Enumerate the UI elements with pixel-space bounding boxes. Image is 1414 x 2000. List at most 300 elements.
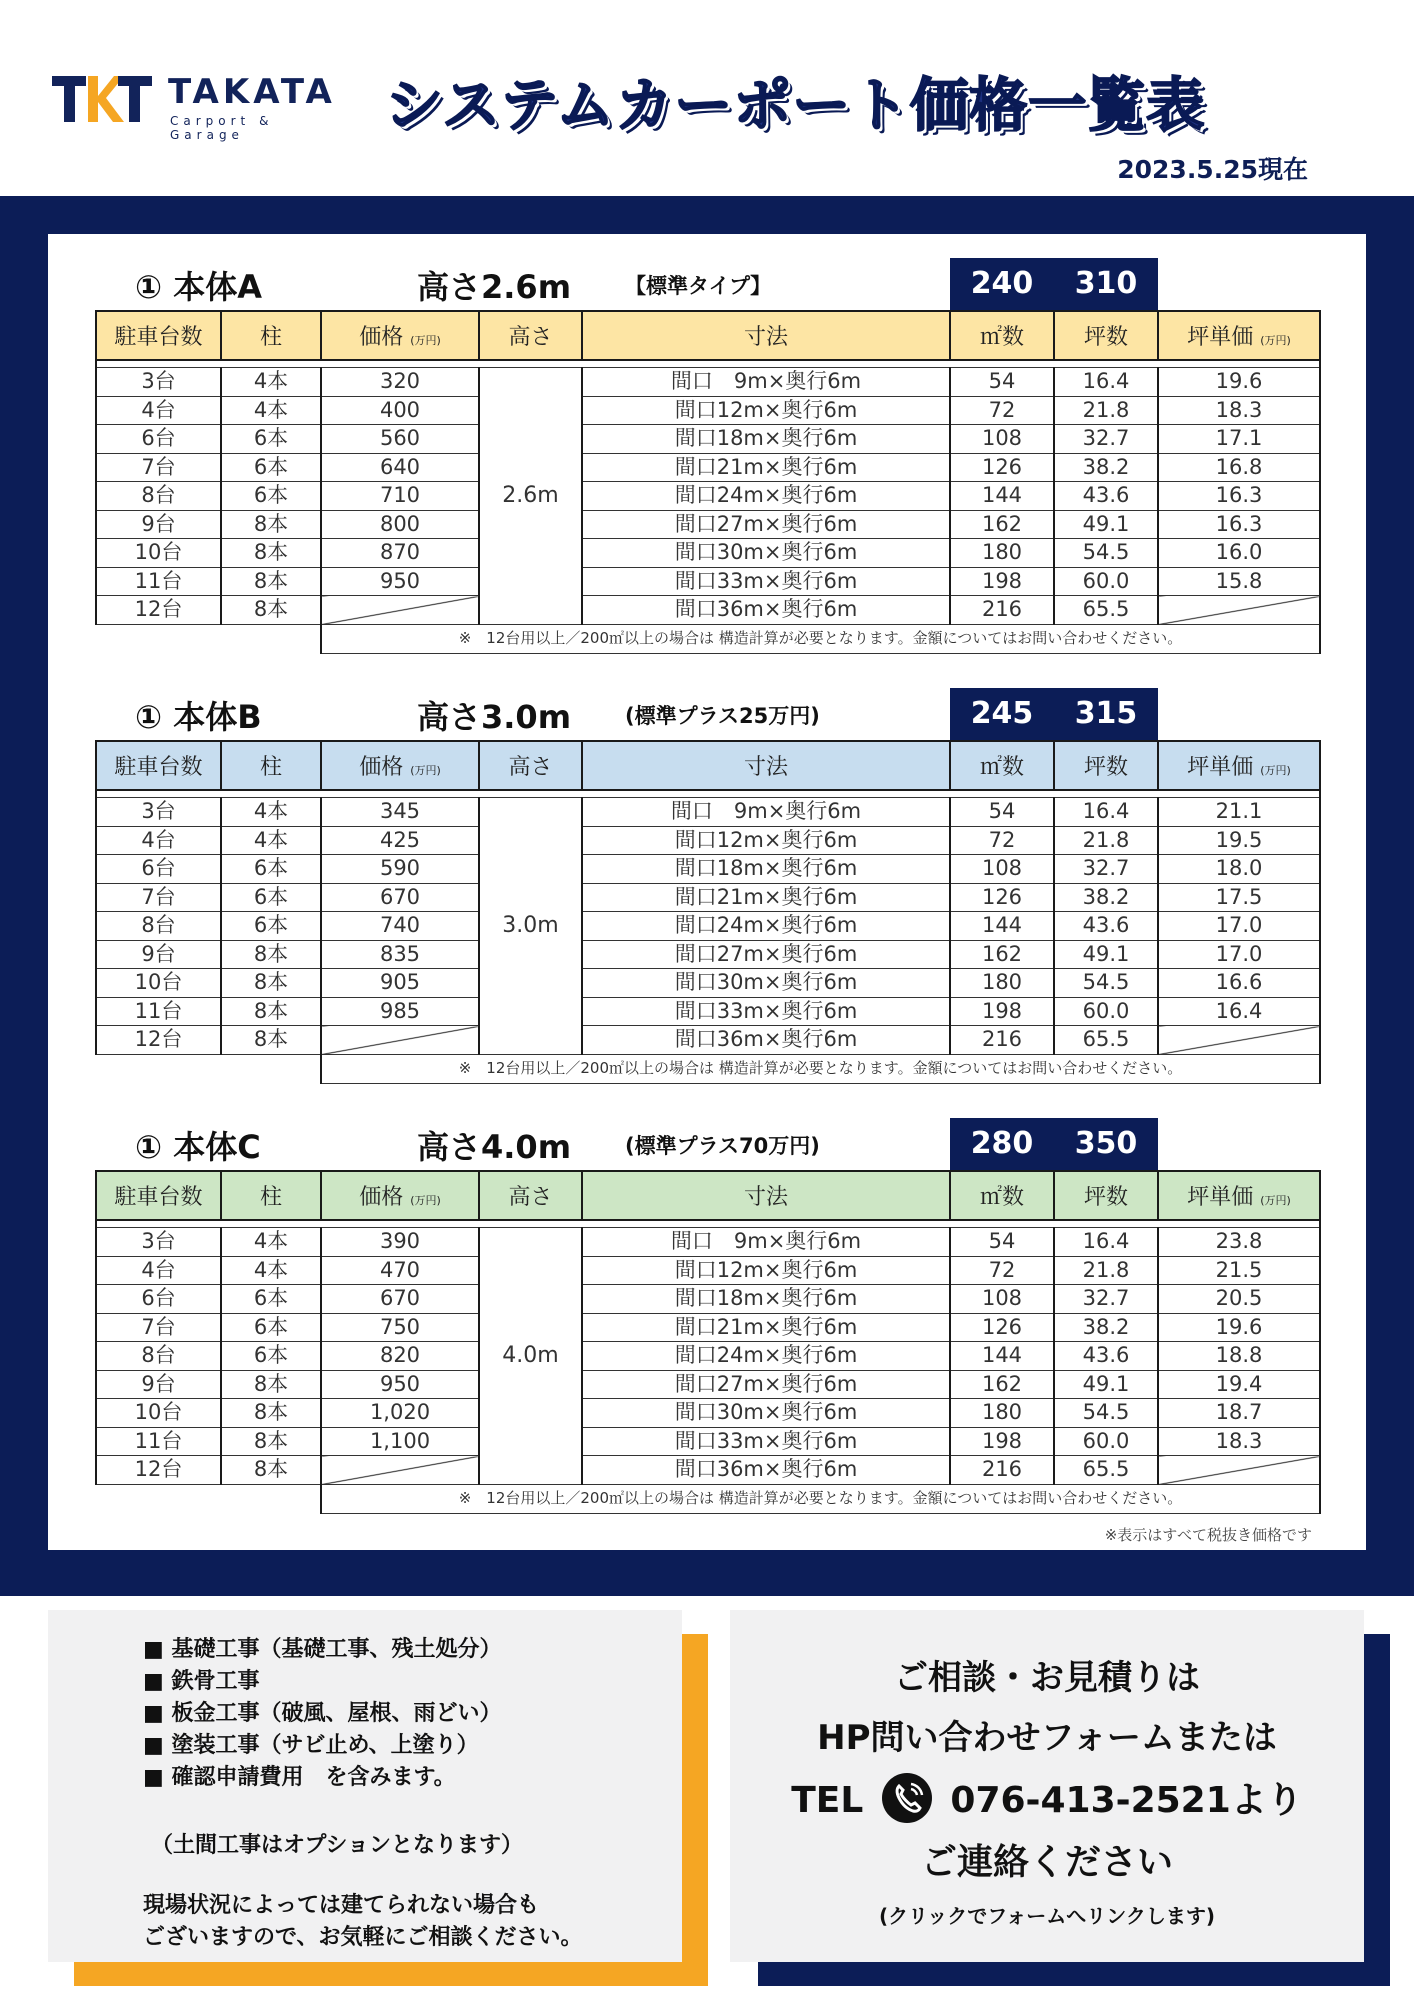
- cell-unit-price: 21.1: [1158, 798, 1320, 827]
- col-height: 高さ: [479, 741, 582, 790]
- table-header-row: [96, 741, 1320, 790]
- cell-sqm: 72: [950, 1256, 1054, 1285]
- table-row: [96, 969, 1320, 998]
- col-sqm: ㎡数: [950, 311, 1054, 360]
- cell-unit-empty: [1158, 1456, 1320, 1485]
- section-header: [95, 688, 1319, 740]
- price-table: [95, 310, 1321, 654]
- cell-price: 750: [321, 1313, 479, 1342]
- site-note: [143, 1890, 583, 1954]
- structure-note: ※ 12台用以上／200㎡以上の場合は 構造計算が必要となります。金額についてはお問い合わせください。: [321, 1054, 1320, 1083]
- cell-pillars: 8本: [221, 596, 321, 625]
- col-tsubo: 坪数: [1054, 311, 1158, 360]
- cell-unit-price: 18.8: [1158, 1342, 1320, 1371]
- cell-sqm: 54: [950, 368, 1054, 397]
- cell-pillars: 4本: [221, 798, 321, 827]
- cell-unit-price: 17.0: [1158, 912, 1320, 941]
- cell-sqm: 126: [950, 453, 1054, 482]
- table-row: [96, 1285, 1320, 1314]
- cell-price-empty: [321, 1026, 479, 1055]
- table-row: [96, 1313, 1320, 1342]
- cell-pillars: 4本: [221, 826, 321, 855]
- tel-number: 076-413-2521より: [950, 1780, 1303, 1821]
- cell-pillars: 8本: [221, 567, 321, 596]
- cell-sqm: 198: [950, 997, 1054, 1026]
- section-box-1: 245: [950, 688, 1054, 740]
- bottom-area: [0, 1596, 1414, 2000]
- cell-unit-price: 18.3: [1158, 1427, 1320, 1456]
- cell-unit-price: 17.0: [1158, 940, 1320, 969]
- cell-sqm: 162: [950, 940, 1054, 969]
- col-spaces: 駐車台数: [96, 1171, 221, 1220]
- included-box: [48, 1610, 682, 1962]
- table-row: [96, 798, 1320, 827]
- cell-unit-price: 19.5: [1158, 826, 1320, 855]
- cell-spaces: 10台: [96, 1399, 221, 1428]
- cell-unit-price: 18.7: [1158, 1399, 1320, 1428]
- table-row: [96, 883, 1320, 912]
- table-row: [96, 997, 1320, 1026]
- cell-pillars: 6本: [221, 453, 321, 482]
- price-section: [95, 688, 1319, 1084]
- cell-dimension: 間口24m×奥行6m: [582, 482, 950, 511]
- cell-tsubo: 32.7: [1054, 855, 1158, 884]
- cell-price: 950: [321, 567, 479, 596]
- table-row: [96, 1427, 1320, 1456]
- cell-dimension: 間口33m×奥行6m: [582, 567, 950, 596]
- cell-dimension: 間口12m×奥行6m: [582, 396, 950, 425]
- contact-line-1: ご相談・お見積りは: [894, 1658, 1200, 1698]
- cell-dimension: 間口 9m×奥行6m: [582, 368, 950, 397]
- cell-dimension: 間口24m×奥行6m: [582, 912, 950, 941]
- cell-price-empty: [321, 596, 479, 625]
- table-gap: [96, 360, 1320, 368]
- cell-spaces: 12台: [96, 1456, 221, 1485]
- structure-note: ※ 12台用以上／200㎡以上の場合は 構造計算が必要となります。金額についてはお問い合わせください。: [321, 624, 1320, 653]
- col-tsubo: 坪数: [1054, 741, 1158, 790]
- page-header: [0, 0, 1414, 196]
- price-section: [95, 258, 1319, 654]
- cell-spaces: 9台: [96, 1370, 221, 1399]
- date-label: 2023.5.25現在: [1117, 155, 1308, 184]
- cell-tsubo: 21.8: [1054, 1256, 1158, 1285]
- table-row: [96, 912, 1320, 941]
- col-unit-price-label: 坪単価: [1187, 755, 1254, 780]
- included-item: ■ 基礎工事（基礎工事、残土処分）: [143, 1637, 502, 1662]
- cell-pillars: 8本: [221, 969, 321, 998]
- col-price-label: 価格: [359, 1185, 404, 1210]
- cell-sqm: 126: [950, 883, 1054, 912]
- table-gap: [96, 1220, 1320, 1228]
- cell-unit-price: 19.6: [1158, 1313, 1320, 1342]
- included-list: [143, 1634, 501, 1794]
- contact-click-hint: (クリックでフォームへリンクします): [878, 1904, 1216, 1928]
- cell-unit-price: 15.8: [1158, 567, 1320, 596]
- cell-tsubo: 16.4: [1054, 1228, 1158, 1257]
- cell-price: 670: [321, 883, 479, 912]
- cell-pillars: 4本: [221, 396, 321, 425]
- cell-pillars: 4本: [221, 368, 321, 397]
- cell-dimension: 間口36m×奥行6m: [582, 596, 950, 625]
- col-price-unit: (万円): [410, 764, 441, 777]
- cell-unit-price: 20.5: [1158, 1285, 1320, 1314]
- cell-sqm: 198: [950, 1427, 1054, 1456]
- cell-dimension: 間口12m×奥行6m: [582, 826, 950, 855]
- note-row: [96, 624, 1320, 653]
- section-box-2: 310: [1054, 258, 1158, 310]
- cell-price: 470: [321, 1256, 479, 1285]
- cell-tsubo: 54.5: [1054, 539, 1158, 568]
- cell-price: 820: [321, 1342, 479, 1371]
- cell-pillars: 6本: [221, 912, 321, 941]
- included-item: ■ 確認申請費用 を含みます。: [143, 1765, 456, 1790]
- cell-unit-price: 19.6: [1158, 368, 1320, 397]
- option-note: （土間工事はオプションとなります）: [151, 1833, 524, 1858]
- cell-spaces: 3台: [96, 1228, 221, 1257]
- cell-pillars: 6本: [221, 855, 321, 884]
- cell-spaces: 4台: [96, 1256, 221, 1285]
- col-unit-price-label: 坪単価: [1187, 325, 1254, 350]
- cell-dimension: 間口27m×奥行6m: [582, 1370, 950, 1399]
- cell-tsubo: 49.1: [1054, 510, 1158, 539]
- section-header: [95, 258, 1319, 310]
- cell-tsubo: 38.2: [1054, 883, 1158, 912]
- cell-tsubo: 60.0: [1054, 567, 1158, 596]
- col-unit-price-unit: (万円): [1260, 334, 1291, 347]
- cell-tsubo: 49.1: [1054, 940, 1158, 969]
- cell-pillars: 8本: [221, 1456, 321, 1485]
- cell-tsubo: 60.0: [1054, 997, 1158, 1026]
- cell-dimension: 間口18m×奥行6m: [582, 1285, 950, 1314]
- cell-unit-price: 23.8: [1158, 1228, 1320, 1257]
- col-sqm: ㎡数: [950, 741, 1054, 790]
- cell-sqm: 54: [950, 1228, 1054, 1257]
- structure-note: ※ 12台用以上／200㎡以上の場合は 構造計算が必要となります。金額についてはお問い合わせください。: [321, 1484, 1320, 1513]
- cell-spaces: 6台: [96, 1285, 221, 1314]
- price-section: [95, 1118, 1319, 1514]
- note-row: [96, 1054, 1320, 1083]
- cell-price: 800: [321, 510, 479, 539]
- cell-spaces: 11台: [96, 567, 221, 596]
- cell-pillars: 4本: [221, 1228, 321, 1257]
- contact-tel[interactable]: [730, 1772, 1364, 1827]
- cell-price: 320: [321, 368, 479, 397]
- cell-sqm: 108: [950, 425, 1054, 454]
- cell-price: 590: [321, 855, 479, 884]
- cell-dimension: 間口33m×奥行6m: [582, 997, 950, 1026]
- phone-icon: [882, 1773, 932, 1823]
- cell-dimension: 間口 9m×奥行6m: [582, 798, 950, 827]
- cell-price: 390: [321, 1228, 479, 1257]
- cell-unit-price: 21.5: [1158, 1256, 1320, 1285]
- table-row: [96, 539, 1320, 568]
- contact-box[interactable]: [730, 1610, 1364, 1962]
- cell-pillars: 4本: [221, 1256, 321, 1285]
- cell-spaces: 4台: [96, 396, 221, 425]
- cell-tsubo: 16.4: [1054, 368, 1158, 397]
- cell-pillars: 8本: [221, 1427, 321, 1456]
- site-note-line: ございますので、お気軽にご相談ください。: [143, 1925, 583, 1950]
- cell-tsubo: 65.5: [1054, 596, 1158, 625]
- col-dimension: 寸法: [582, 1171, 950, 1220]
- cell-sqm: 198: [950, 567, 1054, 596]
- cell-pillars: 6本: [221, 1285, 321, 1314]
- cell-spaces: 12台: [96, 596, 221, 625]
- section-height: 高さ2.6m: [417, 268, 572, 306]
- cell-price-empty: [321, 1456, 479, 1485]
- cell-spaces: 4台: [96, 826, 221, 855]
- cell-price: 560: [321, 425, 479, 454]
- section-box-1: 240: [950, 258, 1054, 310]
- cell-spaces: 8台: [96, 1342, 221, 1371]
- cell-sqm: 72: [950, 826, 1054, 855]
- cell-dimension: 間口30m×奥行6m: [582, 539, 950, 568]
- cell-tsubo: 16.4: [1054, 798, 1158, 827]
- cell-pillars: 8本: [221, 1026, 321, 1055]
- section-title: ① 本体A: [135, 268, 263, 306]
- section-header: [95, 1118, 1319, 1170]
- cell-price: 950: [321, 1370, 479, 1399]
- section-height: 高さ3.0m: [417, 698, 572, 736]
- section-box-2: 350: [1054, 1118, 1158, 1170]
- cell-pillars: 8本: [221, 510, 321, 539]
- cell-dimension: 間口30m×奥行6m: [582, 969, 950, 998]
- cell-sqm: 162: [950, 1370, 1054, 1399]
- cell-spaces: 8台: [96, 912, 221, 941]
- cell-price: 1,020: [321, 1399, 479, 1428]
- table-header-row: [96, 1171, 1320, 1220]
- included-item: ■ 塗装工事（サビ止め、上塗り）: [143, 1733, 479, 1758]
- cell-pillars: 6本: [221, 1313, 321, 1342]
- cell-dimension: 間口 9m×奥行6m: [582, 1228, 950, 1257]
- contact-form-link[interactable]: HP問い合わせフォームまたは: [817, 1718, 1277, 1758]
- cell-sqm: 216: [950, 1026, 1054, 1055]
- table-row: [96, 1456, 1320, 1485]
- price-table: [95, 740, 1321, 1084]
- section-title: ① 本体B: [135, 698, 262, 736]
- site-note-line: 現場状況によっては建てられない場合も: [143, 1893, 540, 1918]
- table-row: [96, 855, 1320, 884]
- table-row: [96, 1370, 1320, 1399]
- table-row: [96, 596, 1320, 625]
- cell-height: 3.0m: [479, 798, 582, 1055]
- cell-tsubo: 43.6: [1054, 1342, 1158, 1371]
- cell-price: 905: [321, 969, 479, 998]
- cell-unit-price: 16.3: [1158, 510, 1320, 539]
- cell-price: 640: [321, 453, 479, 482]
- cell-spaces: 10台: [96, 969, 221, 998]
- section-height: 高さ4.0m: [417, 1128, 572, 1166]
- col-price-unit: (万円): [410, 334, 441, 347]
- cell-dimension: 間口33m×奥行6m: [582, 1427, 950, 1456]
- cell-spaces: 9台: [96, 510, 221, 539]
- col-unit-price: [1158, 1171, 1320, 1220]
- table-row: [96, 1026, 1320, 1055]
- cell-unit-price: 18.3: [1158, 396, 1320, 425]
- cell-height: 2.6m: [479, 368, 582, 625]
- cell-dimension: 間口12m×奥行6m: [582, 1256, 950, 1285]
- col-spaces: 駐車台数: [96, 741, 221, 790]
- cell-pillars: 6本: [221, 883, 321, 912]
- cell-spaces: 10台: [96, 539, 221, 568]
- col-pillars: 柱: [221, 311, 321, 360]
- table-row: [96, 1228, 1320, 1257]
- table-row: [96, 1342, 1320, 1371]
- col-dimension: 寸法: [582, 741, 950, 790]
- cell-tsubo: 65.5: [1054, 1026, 1158, 1055]
- cell-dimension: 間口30m×奥行6m: [582, 1399, 950, 1428]
- section-type: 【標準タイプ】: [625, 274, 772, 298]
- col-price-label: 価格: [359, 325, 404, 350]
- table-row: [96, 482, 1320, 511]
- included-item: ■ 鉄骨工事: [143, 1669, 260, 1694]
- table-row: [96, 826, 1320, 855]
- cell-sqm: 126: [950, 1313, 1054, 1342]
- cell-sqm: 108: [950, 1285, 1054, 1314]
- cell-tsubo: 32.7: [1054, 1285, 1158, 1314]
- cell-sqm: 180: [950, 539, 1054, 568]
- cell-unit-price: 16.4: [1158, 997, 1320, 1026]
- cell-unit-price: 16.8: [1158, 453, 1320, 482]
- section-type: (標準プラス25万円): [625, 704, 820, 728]
- cell-spaces: 6台: [96, 425, 221, 454]
- cell-pillars: 8本: [221, 1399, 321, 1428]
- logo-name: TAKATA: [168, 72, 336, 112]
- tkt-logo-icon: [52, 70, 152, 126]
- cell-sqm: 54: [950, 798, 1054, 827]
- cell-tsubo: 60.0: [1054, 1427, 1158, 1456]
- cell-sqm: 216: [950, 1456, 1054, 1485]
- cell-price: 870: [321, 539, 479, 568]
- cell-dimension: 間口36m×奥行6m: [582, 1026, 950, 1055]
- table-header-row: [96, 311, 1320, 360]
- col-price: [321, 311, 479, 360]
- cell-price: 425: [321, 826, 479, 855]
- cell-tsubo: 43.6: [1054, 912, 1158, 941]
- cell-unit-price: 18.0: [1158, 855, 1320, 884]
- table-gap: [96, 790, 1320, 798]
- cell-price: 1,100: [321, 1427, 479, 1456]
- col-unit-price-unit: (万円): [1260, 764, 1291, 777]
- col-sqm: ㎡数: [950, 1171, 1054, 1220]
- cell-pillars: 8本: [221, 940, 321, 969]
- col-price: [321, 741, 479, 790]
- cell-price: 985: [321, 997, 479, 1026]
- table-row: [96, 567, 1320, 596]
- table-row: [96, 396, 1320, 425]
- cell-pillars: 6本: [221, 425, 321, 454]
- cell-spaces: 8台: [96, 482, 221, 511]
- cell-dimension: 間口21m×奥行6m: [582, 1313, 950, 1342]
- cell-dimension: 間口21m×奥行6m: [582, 453, 950, 482]
- col-height: 高さ: [479, 311, 582, 360]
- cell-sqm: 144: [950, 1342, 1054, 1371]
- cell-unit-price: 16.0: [1158, 539, 1320, 568]
- logo-subtitle: Carport & Garage: [170, 114, 274, 142]
- col-pillars: 柱: [221, 741, 321, 790]
- cell-tsubo: 54.5: [1054, 969, 1158, 998]
- cell-spaces: 11台: [96, 1427, 221, 1456]
- cell-tsubo: 38.2: [1054, 453, 1158, 482]
- cell-sqm: 144: [950, 912, 1054, 941]
- cell-spaces: 12台: [96, 1026, 221, 1055]
- price-table: [95, 1170, 1321, 1514]
- cell-price: 835: [321, 940, 479, 969]
- cell-sqm: 180: [950, 969, 1054, 998]
- cell-tsubo: 49.1: [1054, 1370, 1158, 1399]
- cell-pillars: 6本: [221, 482, 321, 511]
- tax-footnote: ※表示はすべて税抜き価格です: [1104, 1526, 1312, 1544]
- cell-height: 4.0m: [479, 1228, 582, 1485]
- cell-dimension: 間口18m×奥行6m: [582, 855, 950, 884]
- cell-pillars: 8本: [221, 539, 321, 568]
- table-row: [96, 1399, 1320, 1428]
- col-dimension: 寸法: [582, 311, 950, 360]
- cell-unit-price: 19.4: [1158, 1370, 1320, 1399]
- col-unit-price-unit: (万円): [1260, 1194, 1291, 1207]
- cell-sqm: 72: [950, 396, 1054, 425]
- cell-dimension: 間口27m×奥行6m: [582, 510, 950, 539]
- cell-unit-price: 17.5: [1158, 883, 1320, 912]
- cell-pillars: 8本: [221, 1370, 321, 1399]
- cell-spaces: 6台: [96, 855, 221, 884]
- cell-spaces: 11台: [96, 997, 221, 1026]
- cell-sqm: 108: [950, 855, 1054, 884]
- col-height: 高さ: [479, 1171, 582, 1220]
- takata-logo[interactable]: [52, 70, 352, 142]
- cell-tsubo: 21.8: [1054, 396, 1158, 425]
- cell-unit-price: 16.3: [1158, 482, 1320, 511]
- cell-pillars: 8本: [221, 997, 321, 1026]
- cell-dimension: 間口18m×奥行6m: [582, 425, 950, 454]
- cell-spaces: 7台: [96, 883, 221, 912]
- cell-dimension: 間口21m×奥行6m: [582, 883, 950, 912]
- cell-unit-price: 17.1: [1158, 425, 1320, 454]
- cell-unit-empty: [1158, 1026, 1320, 1055]
- cell-tsubo: 54.5: [1054, 1399, 1158, 1428]
- page-title: システムカーポート価格一覧表: [385, 71, 1206, 139]
- cell-price: 670: [321, 1285, 479, 1314]
- included-item: ■ 板金工事（破風、屋根、雨どい）: [143, 1701, 502, 1726]
- cell-unit-price: 16.6: [1158, 969, 1320, 998]
- cell-spaces: 9台: [96, 940, 221, 969]
- cell-spaces: 7台: [96, 1313, 221, 1342]
- cell-sqm: 180: [950, 1399, 1054, 1428]
- col-price-unit: (万円): [410, 1194, 441, 1207]
- cell-sqm: 216: [950, 596, 1054, 625]
- col-price-label: 価格: [359, 755, 404, 780]
- cell-price: 400: [321, 396, 479, 425]
- contact-line-4: ご連絡ください: [920, 1842, 1173, 1883]
- cell-tsubo: 21.8: [1054, 826, 1158, 855]
- col-pillars: 柱: [221, 1171, 321, 1220]
- cell-price: 710: [321, 482, 479, 511]
- table-row: [96, 510, 1320, 539]
- cell-dimension: 間口36m×奥行6m: [582, 1456, 950, 1485]
- cell-tsubo: 38.2: [1054, 1313, 1158, 1342]
- col-unit-price: [1158, 741, 1320, 790]
- cell-spaces: 3台: [96, 368, 221, 397]
- cell-dimension: 間口24m×奥行6m: [582, 1342, 950, 1371]
- section-type: (標準プラス70万円): [625, 1134, 820, 1158]
- table-row: [96, 940, 1320, 969]
- tel-label: TEL: [791, 1780, 864, 1821]
- section-box-2: 315: [1054, 688, 1158, 740]
- cell-tsubo: 65.5: [1054, 1456, 1158, 1485]
- table-row: [96, 1256, 1320, 1285]
- cell-price: 740: [321, 912, 479, 941]
- cell-price: 345: [321, 798, 479, 827]
